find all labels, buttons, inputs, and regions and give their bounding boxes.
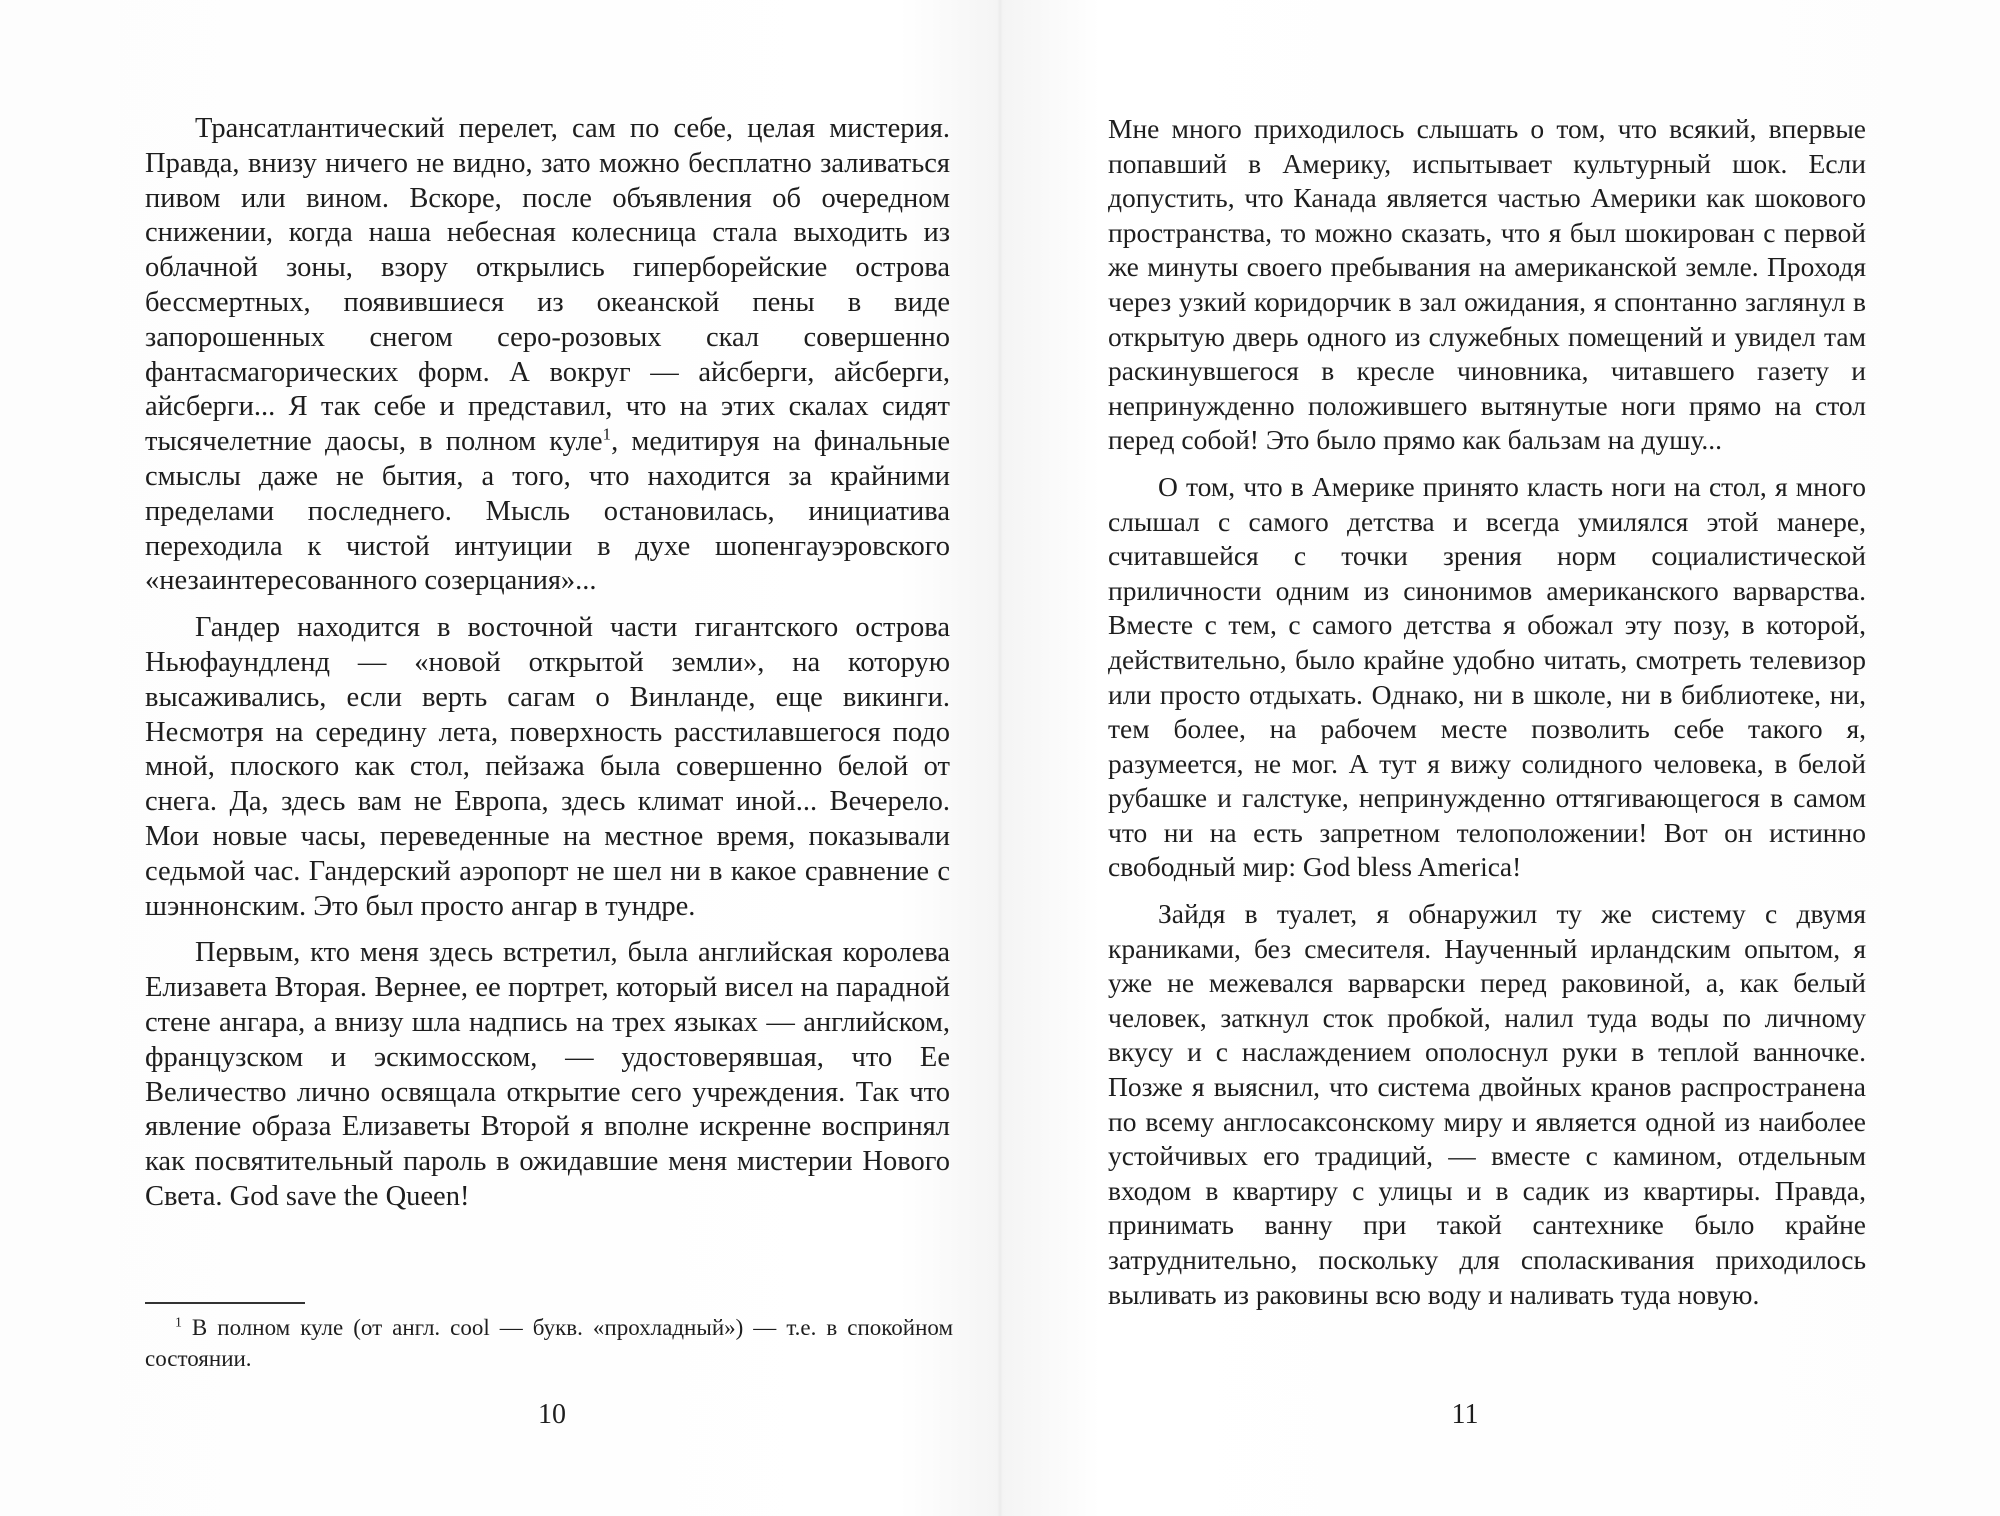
right-paragraph-1: Мне много приходилось слышать о том, что всякий, впервые попавший в Америку, испытывает культурный шок. Если допустить, что Канада является частью Америки как шокового пространства, то можно сказать, что я был шокирован с первой же минуты своего пребывания на американской земле. Проходя через узкий коридорчик в зал ожидания, я спонтанно заглянул в открытую дверь одного из служебных помещений и увидел там раскинувшегося в кресле чиновника, читавшего газету и непринужденно положившего вытянутые ноги прямо на стол перед собой! Это было прямо как бальзам на душу... [1108,113,1866,456]
footnote-separator [145,1302,305,1304]
left-paragraph-1-text-end: , медитируя на финальные смыслы даже не бытия, а того, что находится за крайними пределами последнего. Мысль остановилась, инициатива переходила к чистой интуиции в духе шопенгауэровского «незаинтересованного созерцания»... [145,426,950,597]
left-paragraph-2: Гандер находится в восточной части гигантского острова Ньюфаундленд — «новой открытой земли», на которую высаживались, если верть сагам о Винланде, еще викинги. Несмотря на середину лета, поверхность расстилавшегося подо мной, плоского как стол, пейзажа была совершенно белой от снега. Да, здесь вам не Европа, здесь климат иной... Вечерело. Мои новые часы, переведенные на местное время, показывали седьмой час. Гандерский аэропорт не шел ни в какое сравнение с шэннонским. Это был просто ангар в тундре. [145,612,950,922]
right-page [1108,112,1866,1324]
footnote-reference-mark: 1 [602,424,612,444]
left-page [145,112,950,1227]
right-paragraph-2: О том, что в Америке принято класть ноги на стол, я много слышал с самого детства и всегда умилялся этой манере, считавшейся с точки зрения норм социалистической приличности одним из синонимов американского варварства. Вместе с тем, с самого детства я обожал эту позу, в которой, действительно, было крайне удобно читать, смотреть телевизор или просто отдыхать. Однако, ни в школе, ни в библиотеке, ни, тем более, на рабочем месте позволить себе такого я, разумеется, не мог. А тут я вижу солидного человека, в белой рубашке и галстуке, непринужденно оттягивающегося в самом что ни на есть запретном телоположении! Вот он истинно свободный мир: God bless America! [1108,470,1866,883]
right-paragraph-3: Зайдя в туалет, я обнаружил ту же систему с двумя краниками, без смесителя. Наученный ирландским опытом, я уже не межевался варварски перед раковиной, а, как белый человек, заткнул сток пробкой, налил туда воды по личному вкусу и с наслаждением ополоснул руки в теплой ванночке. Позже я выяснил, что система двойных кранов распространена по всему англосаксонскому миру и является одной из наиболее устойчивых его традиций, — вместе с камином, отдельным входом в квартиру с улицы и в садик из квартиры. Правда, принимать ванну при такой сантехнике было крайне затруднительно, поскольку для споласкивания приходилось выливать из раковины всю воду и наливать туда новую. [1108,898,1866,1310]
book-gutter [997,0,1003,1516]
footnote-mark: 1 [175,1314,182,1330]
footnote [145,1312,953,1374]
right-page-number: 11 [1451,1399,1479,1430]
left-paragraph-1 [145,112,950,599]
left-paragraph-3: Первым, кто меня здесь встретил, была английская королева Елизавета Вторая. Вернее, ее портрет, который висел на парадной стене ангара, а внизу шла надпись на трех языках — английском, французском и эскимосском, — удостоверявшая, что Ее Величество лично освящала открытие сего учреждения. Так что явление образа Елизаветы Второй я вполне искренне воспринял как посвятительный пароль в ожидавшие меня мистерии Нового Света. God save the Queen! [145,937,950,1212]
left-paragraph-1-text-start: Трансатлантический перелет, сам по себе, целая мистерия. Правда, внизу ничего не видно, зато можно бесплатно заливаться пивом или вином. Вскоре, после объявления об очередном снижении, когда наша небесная колесница стала выходить из облачной зоны, взору открылись гиперборейские острова бессмертных, появившиеся из океанской пены в виде запорошенных снегом серо-розовых скал совершенно фантасмагорических форм. А вокруг — айсберги, айсберги, айсберги... Я так себе и представил, что на этих скалах сидят тысячелетние даосы, в полном куле [145,113,950,458]
footnote-text: В полном куле (от англ. cool — букв. «прохладный») — т.е. в спокойном состоянии. [145,1315,953,1371]
left-page-number: 10 [538,1399,566,1430]
